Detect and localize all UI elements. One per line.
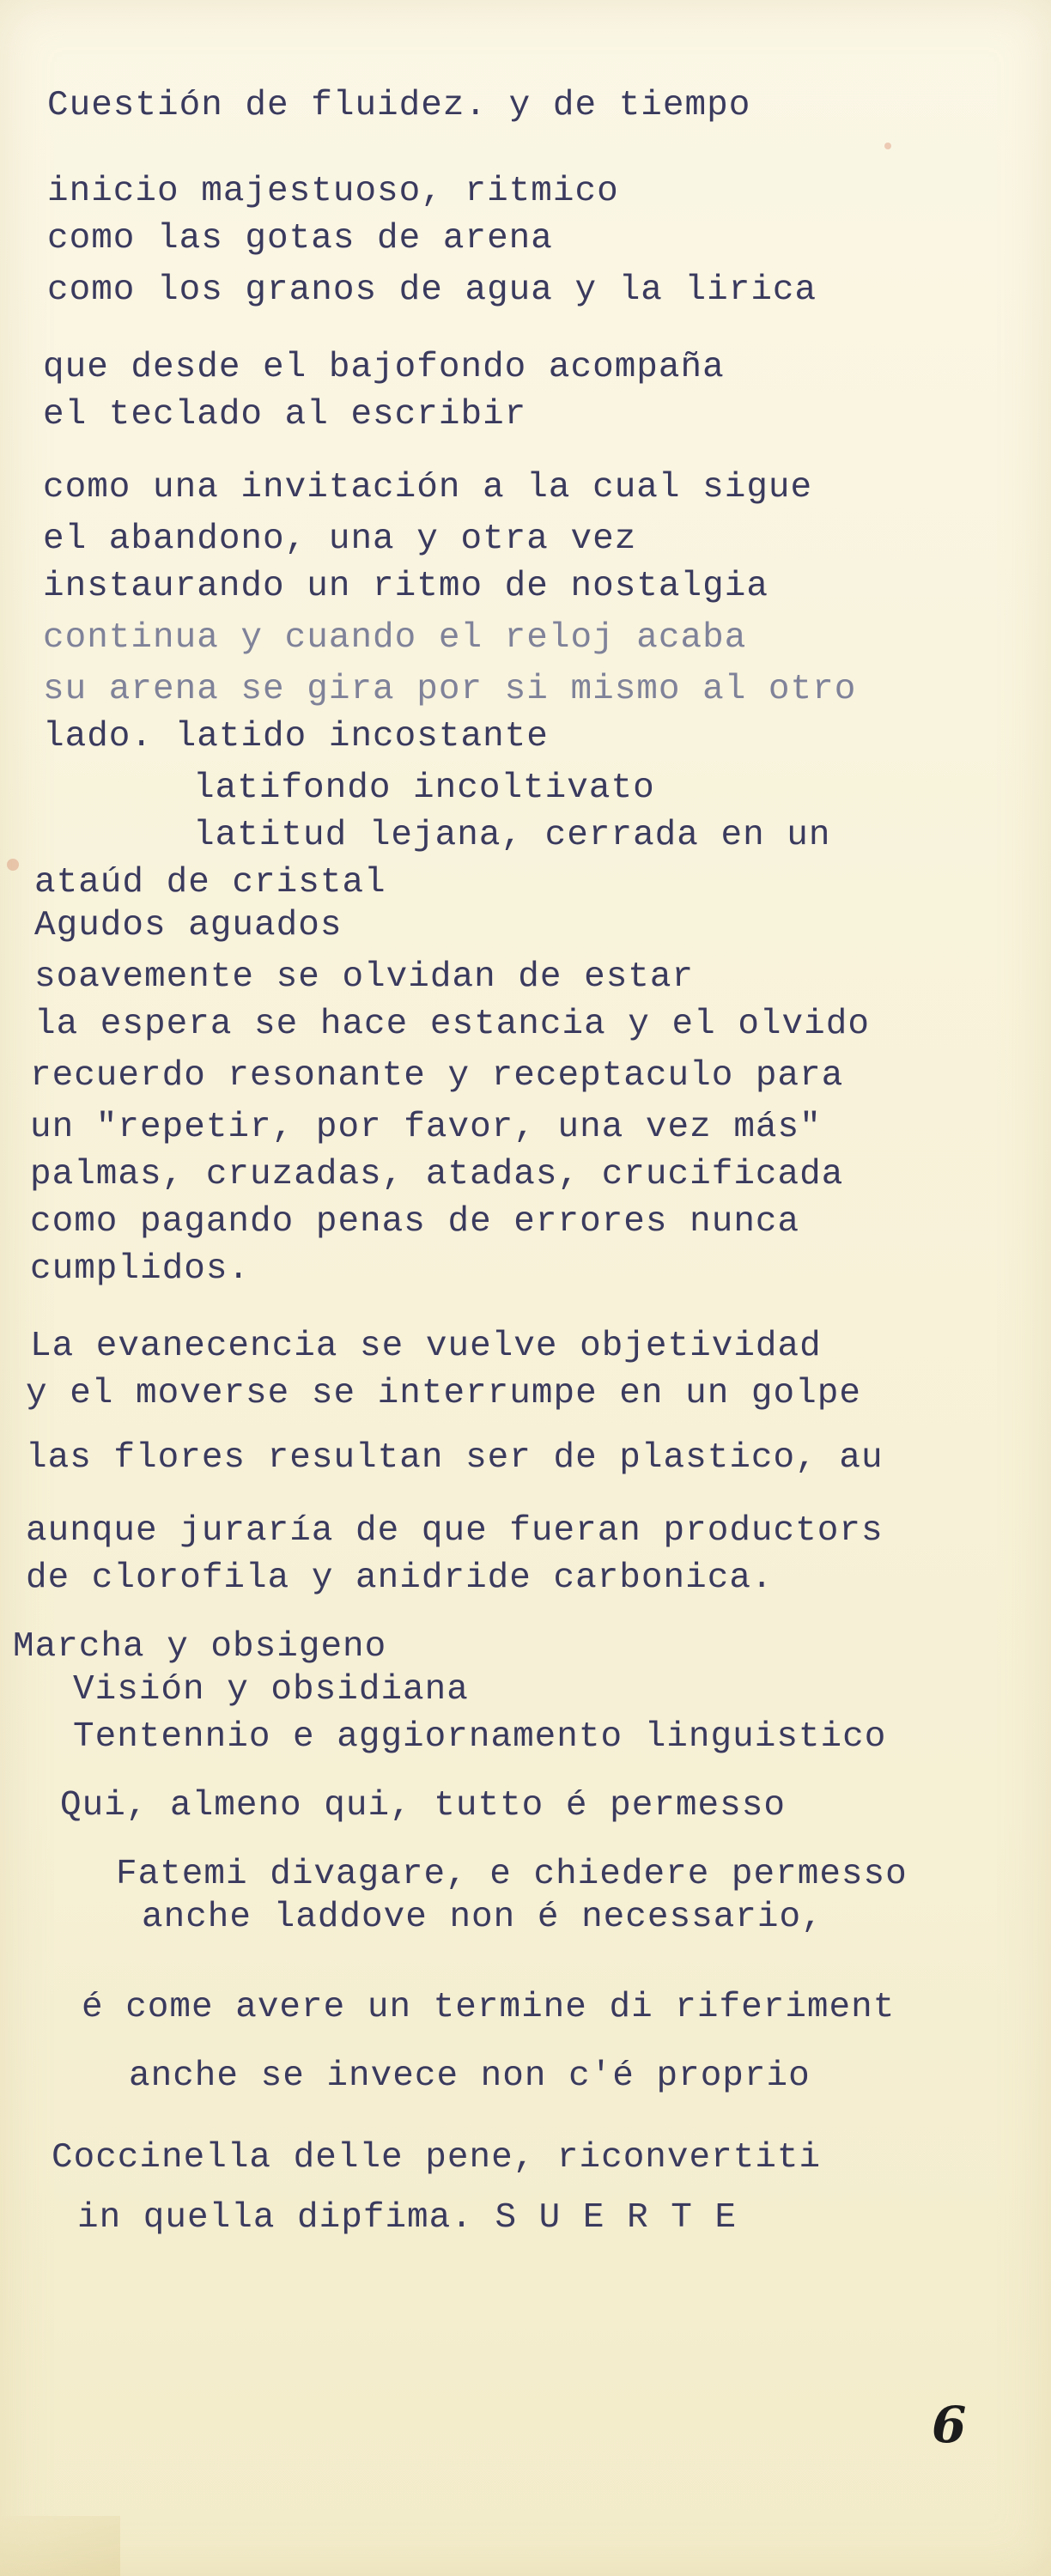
text-line: como una invitación a la cual sigue	[43, 468, 813, 507]
text-line: el abandono, una y otra vez	[43, 519, 637, 559]
text-line: cumplidos.	[30, 1249, 251, 1289]
text-line: Cuestión de fluidez. y de tiempo	[47, 86, 751, 125]
text-line: soavemente se olvidan de estar	[34, 957, 695, 997]
text-line: latitud lejana, cerrada en un	[193, 816, 831, 855]
text-line: Coccinella delle pene, riconvertiti	[52, 2138, 822, 2178]
text-line: anche laddove non é necessario,	[142, 1898, 823, 1937]
text-line: aunque juraría de que fueran productors	[26, 1511, 884, 1551]
text-line: inicio majestuoso, ritmico	[47, 172, 619, 211]
text-line: la espera se hace estancia y el olvido	[34, 1005, 870, 1044]
text-line: anche se invece non c'é proprio	[129, 2057, 811, 2096]
text-line: Fatemi divagare, e chiedere permesso	[116, 1855, 908, 1894]
text-line: Qui, almeno qui, tutto é permesso	[60, 1786, 786, 1826]
text-line: como los granos de agua y la lirica	[47, 270, 817, 310]
text-line: Visión y obsidiana	[73, 1670, 469, 1710]
text-line: el teclado al escribir	[43, 395, 527, 434]
text-line: Tentennio e aggiornamento linguistico	[73, 1717, 887, 1757]
text-line: ataúd de cristal	[34, 863, 386, 902]
text-line: latifondo incoltivato	[193, 769, 655, 808]
text-line: Marcha y obsigeno	[13, 1627, 387, 1667]
text-line: palmas, cruzadas, atadas, crucificada	[30, 1155, 844, 1194]
text-line: un "repetir, por favor, una vez más"	[30, 1108, 822, 1147]
text-line: La evanecencia se vuelve objetividad	[30, 1327, 822, 1366]
text-line: recuerdo resonante y receptaculo para	[30, 1056, 844, 1096]
page-number: 6	[932, 2396, 967, 2454]
text-line: in quella dipfima. S U E R T E	[77, 2198, 738, 2238]
text-line: las flores resultan ser de plastico, au	[26, 1438, 884, 1478]
text-line: continua y cuando el reloj acaba	[43, 618, 747, 658]
text-line: é come avere un termine di riferiment	[82, 1988, 896, 2027]
text-line: como las gotas de arena	[47, 219, 553, 258]
text-line: que desde el bajofondo acompaña	[43, 348, 725, 387]
text-line: lado. latido incostante	[43, 717, 549, 756]
text-line: su arena se gira por si mismo al otro	[43, 670, 857, 709]
text-line: y el moverse se interrumpe en un golpe	[26, 1374, 861, 1413]
text-line: instaurando un ritmo de nostalgia	[43, 567, 769, 606]
text-line: Agudos aguados	[34, 906, 343, 945]
text-line: de clorofila y anidride carbonica.	[26, 1558, 774, 1598]
text-line: como pagando penas de errores nunca	[30, 1202, 800, 1242]
